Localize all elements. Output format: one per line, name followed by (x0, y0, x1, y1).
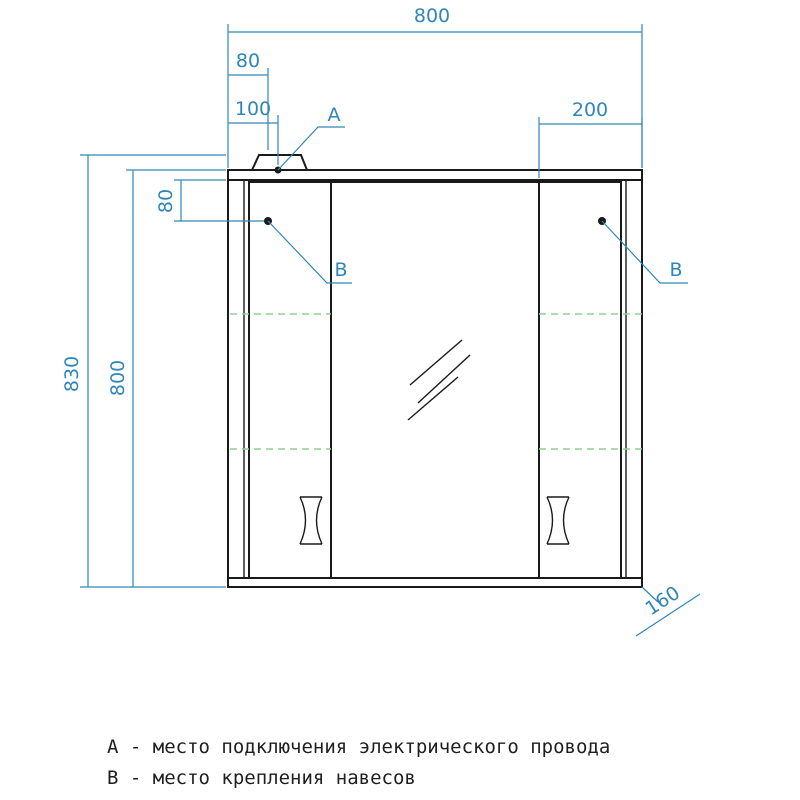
left-door (249, 182, 331, 578)
right-door (539, 182, 621, 578)
top-board (228, 170, 642, 180)
left-handle-icon (300, 497, 322, 544)
dim-top-80: 80 (155, 188, 177, 214)
callout-b-right: B (669, 259, 683, 281)
dim-height-830: 830 (61, 355, 83, 393)
dim-door-200: 200 (571, 99, 609, 121)
legend-line-b: B - место крепления навесов (107, 767, 416, 789)
dim-depth-160: 160 (641, 581, 684, 621)
right-handle-icon (547, 497, 569, 544)
bottom-board (228, 578, 642, 587)
callout-b-left: B (334, 259, 348, 281)
dim-offset-100: 100 (234, 98, 272, 120)
mirror (331, 182, 539, 578)
legend-line-a: A - место подключения электрического провода (107, 736, 611, 758)
cabinet-body (228, 155, 642, 587)
dim-width-800: 800 (413, 5, 451, 27)
callout-a: A (327, 104, 341, 126)
dim-height-800: 800 (107, 359, 129, 397)
dim-offset-80: 80 (235, 50, 261, 72)
mirror-glare-icon (408, 340, 470, 420)
